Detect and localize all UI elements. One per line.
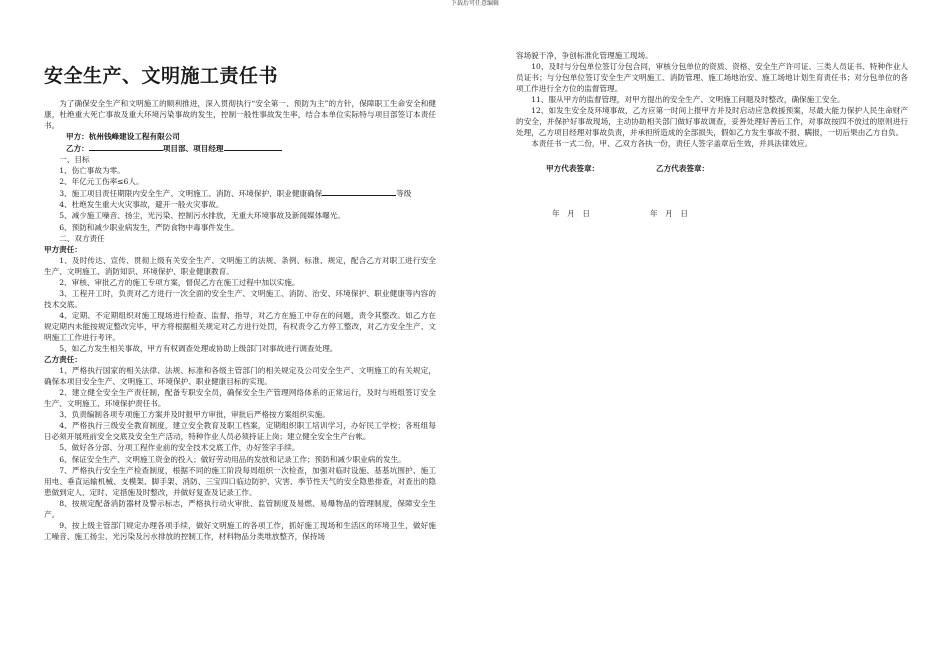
party-b-duty: 11、服从甲方的监督管理，对甲方提出的安全生产、文明施工问题及时整改，确保施工安全。 [531,95,845,105]
party-a-duty: 1、及时传达、宣传、贯彻上级有关安全生产、文明施工的法规、条例、标准、规定，配合乙方对职工进行安全生产、文明施工、消防知识、环境保护、职业健康教育。 [44,255,436,276]
party-a-date: 年 月 日 [552,209,590,219]
party-a-duty: 5、如乙方发生相关事故，甲方有权调查处理或协助上级部门对事故进行调查处理。 [59,344,338,354]
party-b-duty: 1、严格执行国家的相关法律、法规、标准和各级主管部门的相关规定及公司安全生产、文明施工的有关规定，确保本项目安全生产、文明施工、环境保护、职业健康目标的实现。 [44,366,436,387]
party-b-duty: 10、及时与分包单位签订分包合同，审核分包单位的资质、资格、安全生产许可证、三类人员证书、特种作业人员证书；与分包单位签订安全生产文明施工、消防管理、施工场地治安、施工场地计划生育责任书；对分包单位的各项工作进行全方位的监督管理。 [516,62,908,94]
section-goals-heading: 一、目标 [59,155,90,165]
party-b-date: 年 月 日 [650,209,688,219]
goal-item: 4、杜绝发生重大火灾事故，避开一般火灾事故。 [59,200,224,210]
party-b-duty: 4、严格执行三级安全教育制度，建立安全教育及职工档案，定期组织职工培训学习，办好民工学校；各班组每日必须开展班前安全交底及安全生产活动，特种作业人员必须持证上岗；建立健全安全生产台帐。 [44,421,436,442]
section-duties-heading: 二、双方责任 [59,233,105,243]
party-a-value: 杭州钱峰建设工程有限公司 [88,132,180,142]
party-b-duty: 12、如发生安全及环境事故，乙方应第一时间上报甲方并及时启动应急救援预案，尽最大能力保护人民生命财产的安全，并保护好事故现场，主动协助相关部门做好事故调查，妥善处理好善后工作，对事故按四不放过的原则进行处理，乙方项目经理对事故负责，并承担所造成的全部损失，假如乙方发生事故不报、瞒报，一切后果由乙方自负。 [516,106,908,138]
goal-item: 2、年亿元工伤率≤6人。 [59,177,144,187]
party-b-suffix: 项目部、项目经理 [162,144,224,154]
party-b-line [44,142,436,154]
party-b-duty: 8、按规定配备消防器材及警示标志，严格执行动火审批、监管制度及易燃、易爆物品的管理制度，保障安全生产。 [44,498,436,519]
party-b-label: 乙方： [66,144,89,154]
right-column [516,50,908,220]
party-a-duty: 4、定期、不定期组织对施工现场进行检查、监督、指导，对乙方在施工中存在的问题，责令其整改。如乙方在规定期内未能按规定整改完毕，甲方将根据相关规定对乙方进行处罚，有权责令乙方停工整改，对乙方安全生产、文明施工工作进行考评。 [44,310,436,342]
signature-row [516,163,908,174]
header-note: 下载后可任意编辑 [450,0,499,7]
party-b-duty-title: 乙方责任： [44,355,82,365]
goal-item: 5、减少施工噪音、扬尘，光污染、控制污水排放，无重大环境事故及新闻媒体曝光。 [59,211,345,221]
party-b-duty: 6、保证安全生产、文明施工资金的投入；做好劳动用品的发放和记录工作；预防和减少职业病的发生。 [59,454,406,464]
party-a-signature-label: 甲方代表签章： [546,164,600,174]
goal-3-text: 3、施工项目责任期限内安全生产、文明施工、消防、环境保护、职业健康确保 [59,189,323,199]
party-a-duty: 2、审核、审批乙方的施工专项方案，督促乙方在施工过程中加以实施。 [59,277,300,287]
goal-3-suffix: 等级 [396,189,412,199]
document-title: 安全生产、文明施工责任书 [44,65,279,87]
left-column [44,64,436,542]
party-a-duty-title: 甲方责任： [44,244,82,254]
party-b-duty: 5、做好各分部、分项工程作业前的安全技术交底工作，办好签字手续。 [59,443,300,453]
party-b-duty: 3、负责编制各项专项施工方案并及时报甲方审批，审批后严格按方案组织实施。 [59,410,330,420]
party-b-signature-label: 乙方代表签章： [656,164,710,174]
goal-3-blank [322,187,396,196]
goal-item-3 [44,187,436,199]
effect-clause: 本责任书一式二份，甲、乙双方各执一份，责任人签字盖章后生效，并具法律效应。 [531,139,813,149]
goal-item: 1、伤亡事故为零。 [59,166,125,176]
party-a-duty: 3、工程开工时，负责对乙方进行一次全面的安全生产、文明施工、消防、治安、环境保护、职业健康等内容的技术交底。 [44,288,436,309]
party-a-line [44,131,436,142]
manager-blank [224,142,282,151]
date-row [516,208,908,219]
party-b-duty: 7、严格执行安全生产检查制度，根据不同的施工阶段每周组织一次检查，加强对临时设施、基基坑围护、施工用电、垂直运输机械、支模架、脚手架、消防、三宝四口临边防护、灾害、季节性天气的安全隐患排查，对查出的隐患做到定人、定时、定措施及时整改，并做好复查及记录工作。 [44,465,436,497]
continuation-text: 容场貌干净，争创标准化管理施工现场。 [516,51,653,60]
intro-paragraph: 为了确保安全生产和文明施工的顺利推进，深入贯彻执行“安全第一、预防为主”的方针，保障职工生命安全和健康，杜绝重大死亡事故及重大环境污染事故的发生，控制一般性事故发生率，结合本单位实际特与项目部签订本责任书。 [44,99,436,131]
goal-item: 6、预防和减少职业病发生，严防食物中毒事件发生。 [59,222,239,232]
party-b-duty: 9、按上级主管部门规定办理各项手续，做好文明施工的各项工作，抓好施工现场和生活区的环境卫生，做好施工噪音、施工扬尘、光污染及污水排放的控制工作，材料物品分类堆放整齐，保持场 [44,520,436,541]
party-a-label: 甲方： [66,132,89,142]
party-b-blank [89,142,163,151]
party-b-duty: 2、建立健全安全生产责任制，配备专职安全员，确保安全生产管理网络体系的正常运行，及时与班组签订安全生产、文明施工、环境保护责任书。 [44,388,436,409]
